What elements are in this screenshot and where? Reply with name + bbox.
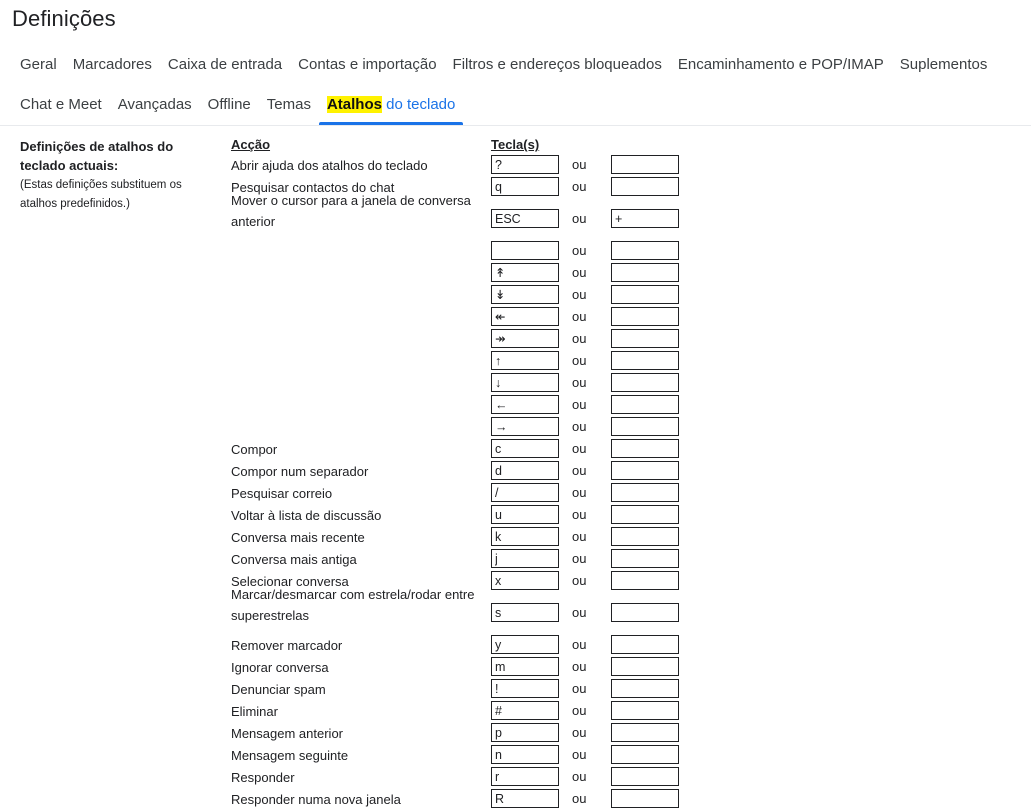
sidebar-note: (Estas definições substituem os atalhos predefinidos.) xyxy=(20,179,182,210)
or-label: ou xyxy=(572,157,587,172)
shortcut-key-primary-input[interactable] xyxy=(491,789,559,808)
shortcut-key-primary-input[interactable] xyxy=(491,767,559,786)
shortcut-key-alternate-input[interactable] xyxy=(611,701,679,720)
shortcut-key-primary-input[interactable] xyxy=(491,241,559,260)
tab-geral[interactable]: Geral xyxy=(20,56,57,73)
or-label: ou xyxy=(572,485,587,500)
or-label: ou xyxy=(572,463,587,478)
tab-offline[interactable]: Offline xyxy=(207,96,251,113)
shortcut-key-alternate-input[interactable] xyxy=(611,285,679,304)
shortcut-key-primary-input[interactable] xyxy=(491,549,559,568)
shortcut-key-alternate-input[interactable] xyxy=(611,571,679,590)
shortcut-row xyxy=(0,767,1031,789)
or-label: ou xyxy=(572,353,587,368)
or-label: ou xyxy=(572,419,587,434)
tab-label-rest: do teclado xyxy=(381,96,456,113)
or-label: ou xyxy=(572,397,587,412)
shortcut-key-primary-input[interactable] xyxy=(491,505,559,524)
shortcut-action-label: Ignorar conversa xyxy=(231,660,329,675)
shortcut-key-alternate-input[interactable] xyxy=(611,635,679,654)
or-label: ou xyxy=(572,703,587,718)
shortcut-row xyxy=(0,789,1031,811)
column-header-action: Acção xyxy=(231,137,271,152)
shortcut-key-primary-input[interactable] xyxy=(491,417,559,436)
shortcut-key-primary-input[interactable] xyxy=(491,635,559,654)
shortcut-key-primary-input[interactable] xyxy=(491,373,559,392)
shortcut-action-label: Responder xyxy=(231,770,295,785)
shortcut-key-alternate-input[interactable] xyxy=(611,307,679,326)
tab-suplementos[interactable]: Suplementos xyxy=(899,56,988,73)
shortcut-row xyxy=(0,657,1031,679)
sidebar-title: Definições de atalhos do teclado actuais: xyxy=(20,139,174,173)
shortcut-row xyxy=(0,745,1031,767)
shortcut-key-alternate-input[interactable] xyxy=(611,505,679,524)
shortcut-row xyxy=(0,483,1031,505)
shortcut-key-primary-input[interactable] xyxy=(491,723,559,742)
shortcut-action-label: Voltar à lista de discussão xyxy=(231,508,382,523)
shortcut-row xyxy=(0,155,1031,177)
or-label: ou xyxy=(572,605,587,620)
shortcut-key-alternate-input[interactable] xyxy=(611,263,679,282)
or-label: ou xyxy=(572,529,587,544)
shortcut-action-label: Abrir ajuda dos atalhos do teclado xyxy=(231,158,428,173)
shortcut-row xyxy=(0,285,1031,307)
or-label: ou xyxy=(572,769,587,784)
shortcut-key-alternate-input[interactable] xyxy=(611,657,679,676)
shortcut-key-primary-input[interactable] xyxy=(491,209,559,228)
shortcut-key-alternate-input[interactable] xyxy=(611,155,679,174)
or-label: ou xyxy=(572,573,587,588)
or-label: ou xyxy=(572,375,587,390)
shortcut-row xyxy=(0,329,1031,351)
or-label: ou xyxy=(572,211,587,226)
or-label: ou xyxy=(572,725,587,740)
shortcut-action-label: Compor xyxy=(231,442,278,457)
or-label: ou xyxy=(572,331,587,346)
shortcut-action-label: Eliminar xyxy=(231,704,278,719)
or-label: ou xyxy=(572,309,587,324)
shortcut-key-primary-input[interactable] xyxy=(491,307,559,326)
shortcut-key-alternate-input[interactable] xyxy=(611,767,679,786)
or-label: ou xyxy=(572,551,587,566)
shortcut-key-alternate-input[interactable] xyxy=(611,351,679,370)
or-label: ou xyxy=(572,243,587,258)
tab-marcadores[interactable]: Marcadores xyxy=(72,56,152,73)
shortcut-key-alternate-input[interactable] xyxy=(611,329,679,348)
shortcut-key-primary-input[interactable] xyxy=(491,351,559,370)
shortcut-key-alternate-input[interactable] xyxy=(611,723,679,742)
tab-caixa-de-entrada[interactable]: Caixa de entrada xyxy=(167,56,283,73)
shortcut-key-alternate-input[interactable] xyxy=(611,789,679,808)
shortcut-row xyxy=(0,307,1031,329)
shortcut-key-alternate-input[interactable] xyxy=(611,745,679,764)
shortcut-action-label: Mensagem anterior xyxy=(231,726,343,741)
shortcut-key-alternate-input[interactable] xyxy=(611,417,679,436)
shortcut-action-label: Conversa mais antiga xyxy=(231,552,357,567)
shortcut-key-alternate-input[interactable] xyxy=(611,679,679,698)
shortcut-row xyxy=(0,723,1031,745)
shortcut-action-label: Conversa mais recente xyxy=(231,530,365,545)
shortcut-key-primary-input[interactable] xyxy=(491,603,559,622)
column-header-keys: Tecla(s) xyxy=(491,137,540,152)
shortcut-action-label: Compor num separador xyxy=(231,464,369,479)
or-label: ou xyxy=(572,287,587,302)
shortcut-row xyxy=(0,679,1031,701)
shortcut-row xyxy=(0,241,1031,263)
shortcut-row xyxy=(0,373,1031,395)
shortcut-key-alternate-input[interactable] xyxy=(611,373,679,392)
shortcut-action-label: Remover marcador xyxy=(231,638,343,653)
shortcut-key-primary-input[interactable] xyxy=(491,263,559,282)
tab-avançadas[interactable]: Avançadas xyxy=(117,96,192,113)
shortcut-key-alternate-input[interactable] xyxy=(611,395,679,414)
shortcut-row xyxy=(0,395,1031,417)
shortcut-key-alternate-input[interactable] xyxy=(611,439,679,458)
shortcut-action-label: Mover o cursor para a janela de conversa anterior xyxy=(231,193,471,229)
tab-chat-e-meet[interactable]: Chat e Meet xyxy=(20,96,102,113)
tab-atalhos-do-teclado[interactable] xyxy=(319,87,463,123)
shortcut-action-label: Responder numa nova janela xyxy=(231,792,401,807)
or-label: ou xyxy=(572,791,587,806)
shortcut-row xyxy=(0,177,1031,199)
shortcut-action-label: Marcar/desmarcar com estrela/rodar entre superestrelas xyxy=(231,587,475,623)
page-title: Definições xyxy=(12,6,116,31)
shortcut-key-primary-input[interactable] xyxy=(491,657,559,676)
tab-temas[interactable]: Temas xyxy=(266,96,311,113)
shortcut-key-primary-input[interactable] xyxy=(491,329,559,348)
header-divider xyxy=(0,125,1031,126)
shortcut-row xyxy=(0,417,1031,439)
shortcut-row xyxy=(0,549,1031,571)
shortcut-row xyxy=(0,263,1031,285)
settings-tabs-row-2 xyxy=(12,87,463,123)
shortcut-key-alternate-input[interactable] xyxy=(611,603,679,622)
shortcut-key-primary-input[interactable] xyxy=(491,679,559,698)
shortcut-row xyxy=(0,571,1031,593)
shortcut-key-primary-input[interactable] xyxy=(491,745,559,764)
tab-encaminhamento-e-pop-imap[interactable]: Encaminhamento e POP/IMAP xyxy=(677,56,884,73)
or-label: ou xyxy=(572,179,587,194)
or-label: ou xyxy=(572,681,587,696)
shortcut-key-primary-input[interactable] xyxy=(491,527,559,546)
shortcut-row xyxy=(0,461,1031,483)
shortcut-action-label: Selecionar conversa xyxy=(231,574,349,589)
shortcut-key-primary-input[interactable] xyxy=(491,701,559,720)
tab-contas-e-importação[interactable]: Contas e importação xyxy=(298,56,437,73)
shortcut-key-alternate-input[interactable] xyxy=(611,527,679,546)
shortcut-row xyxy=(0,587,1031,635)
shortcut-row xyxy=(0,635,1031,657)
shortcut-key-primary-input[interactable] xyxy=(491,155,559,174)
shortcut-key-alternate-input[interactable] xyxy=(611,241,679,260)
or-label: ou xyxy=(572,637,587,652)
shortcut-key-alternate-input[interactable] xyxy=(611,177,679,196)
shortcut-row xyxy=(0,351,1031,373)
shortcut-key-primary-input[interactable] xyxy=(491,483,559,502)
shortcut-key-primary-input[interactable] xyxy=(491,177,559,196)
shortcut-key-primary-input[interactable] xyxy=(491,395,559,414)
shortcut-action-label: Pesquisar correio xyxy=(231,486,333,501)
shortcut-row xyxy=(0,505,1031,527)
settings-tabs-row-1 xyxy=(12,47,995,83)
shortcut-key-primary-input[interactable] xyxy=(491,461,559,480)
or-label: ou xyxy=(572,507,587,522)
shortcut-key-alternate-input[interactable] xyxy=(611,549,679,568)
or-label: ou xyxy=(572,441,587,456)
shortcut-key-alternate-input[interactable] xyxy=(611,461,679,480)
shortcut-row xyxy=(0,439,1031,461)
shortcut-action-label: Pesquisar contactos do chat xyxy=(231,180,395,195)
or-label: ou xyxy=(572,747,587,762)
or-label: ou xyxy=(572,659,587,674)
shortcut-key-primary-input[interactable] xyxy=(491,285,559,304)
shortcut-key-primary-input[interactable] xyxy=(491,571,559,590)
shortcut-key-primary-input[interactable] xyxy=(491,439,559,458)
shortcut-action-label: Denunciar spam xyxy=(231,682,326,697)
shortcut-row xyxy=(0,701,1031,723)
shortcut-key-alternate-input[interactable] xyxy=(611,483,679,502)
or-label: ou xyxy=(572,265,587,280)
shortcut-key-alternate-input[interactable] xyxy=(611,209,679,228)
shortcut-row xyxy=(0,527,1031,549)
shortcut-action-label: Mensagem seguinte xyxy=(231,748,349,763)
tab-filtros-e-endereços-bloqueados[interactable]: Filtros e endereços bloqueados xyxy=(452,56,662,73)
tab-highlight-text: Atalhos xyxy=(326,96,382,113)
